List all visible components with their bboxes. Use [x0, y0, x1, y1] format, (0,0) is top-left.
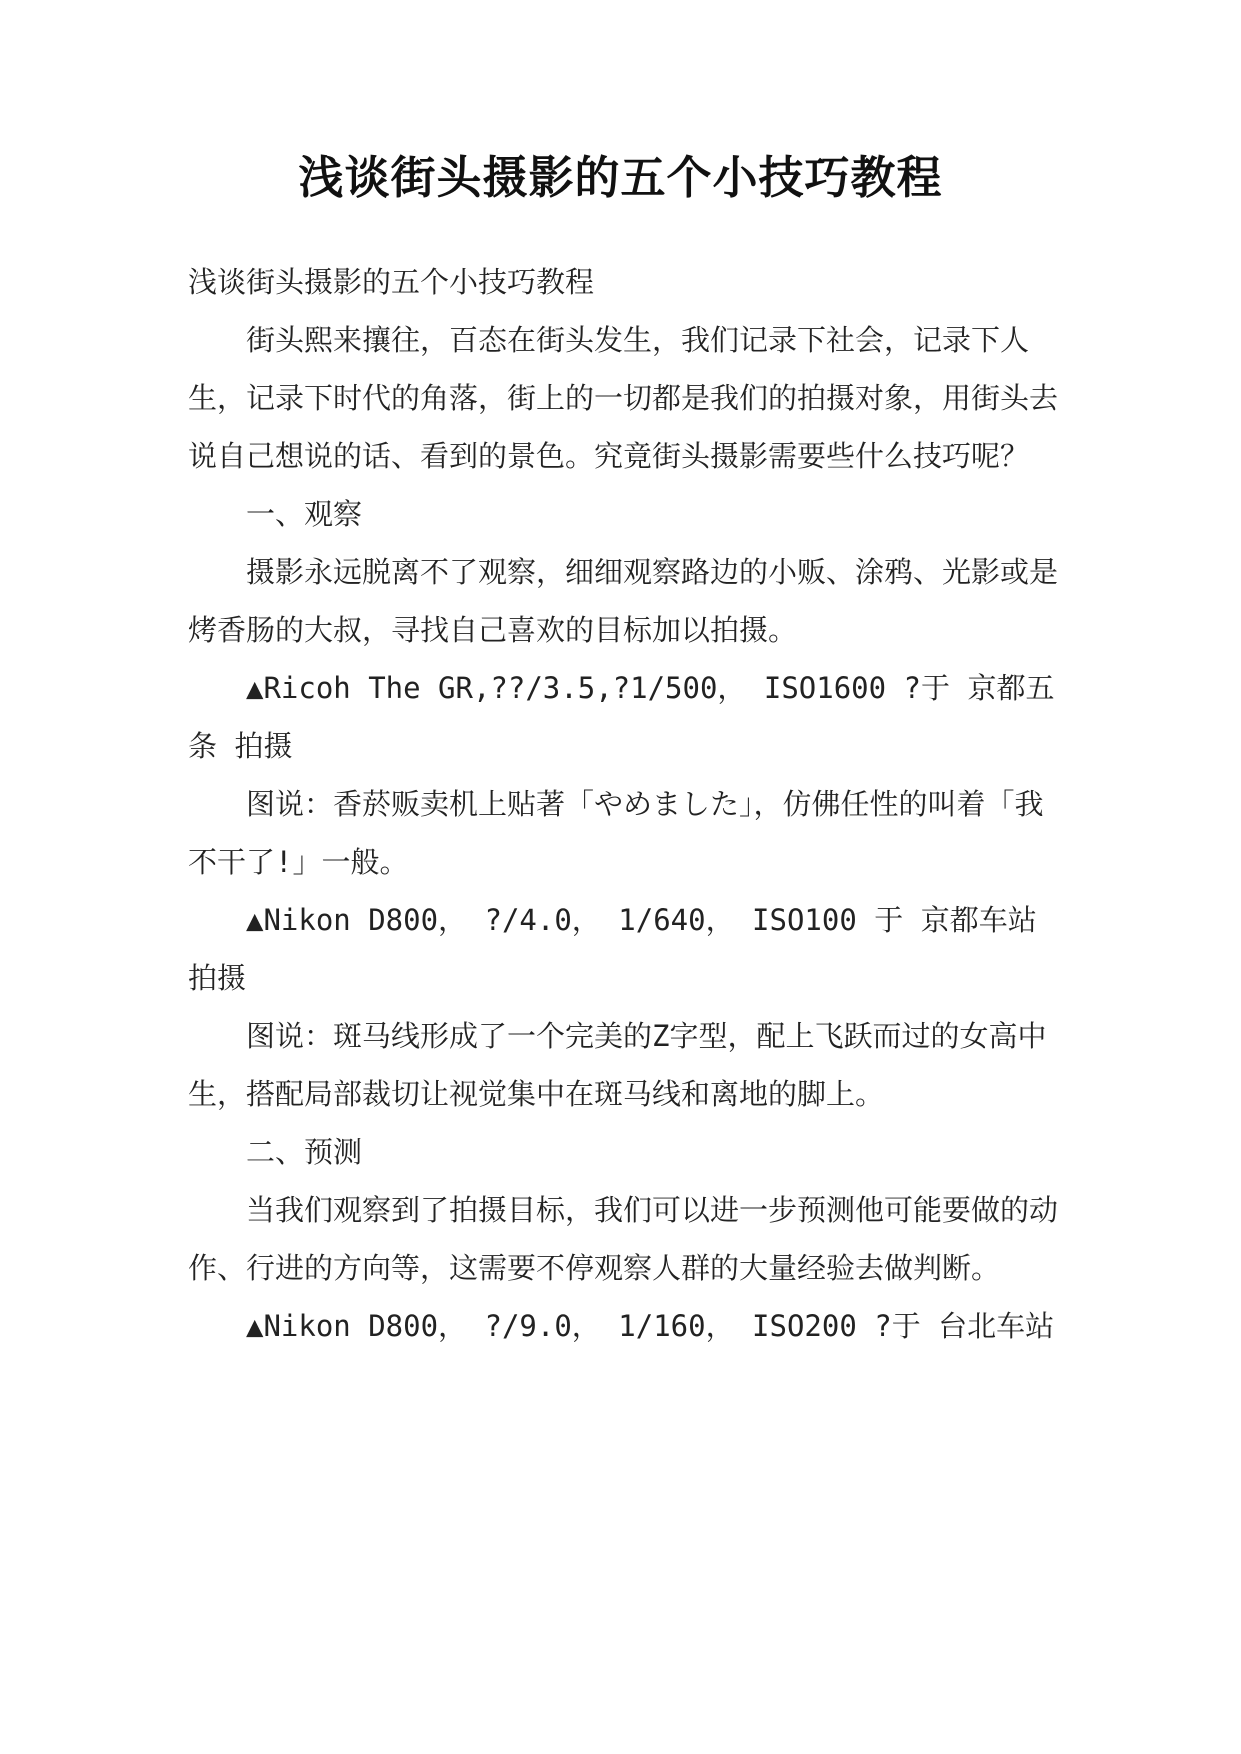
photo-caption-nikon-1: ▲Nikon D800， ?/4.0， 1/640， ISO100 于 京都车站拍摄 [188, 903, 1037, 995]
document-title: 浅谈街头摄影的五个小技巧教程 [298, 151, 943, 204]
paragraph-intro: 街头熙来攘往，百态在街头发生，我们记录下社会，记录下人生，记录下时代的角落，街上的一切都是我们的拍摄对象，用街头去说自己想说的话、看到的景色。究竟街头摄影需要些什么技巧呢？ [188, 323, 1059, 473]
paragraph-observe: 摄影永远脱离不了观察，细细观察路边的小贩、涂鸦、光影或是烤香肠的大叔，寻找自己喜欢的目标加以拍摄。 [188, 555, 1059, 647]
section-heading-observe: 一、观察 [246, 497, 363, 531]
section-heading-predict: 二、预测 [246, 1135, 363, 1169]
photo-description-vending: 图说：香菸贩卖机上贴著「やめました」，仿佛任性的叫着「我不干了!」一般。 [188, 787, 1044, 879]
document-body [188, 253, 1058, 1355]
photo-description-zebra: 图说：斑马线形成了一个完美的Z字型，配上飞跃而过的女高中生，搭配局部裁切让视觉集中在斑马线和离地的脚上。 [188, 1019, 1047, 1111]
photo-caption-nikon-2: ▲Nikon D800， ?/9.0， 1/160， ISO200 ?于 台北车站 [246, 1309, 1055, 1343]
photo-caption-ricoh: ▲Ricoh The GR,??/3.5,?1/500， ISO1600 ?于 京都五条 拍摄 [188, 671, 1055, 763]
paragraph-predict: 当我们观察到了拍摄目标，我们可以进一步预测他可能要做的动作、行进的方向等，这需要不停观察人群的大量经验去做判断。 [188, 1193, 1059, 1285]
paragraph-subtitle: 浅谈街头摄影的五个小技巧教程 [188, 265, 595, 299]
